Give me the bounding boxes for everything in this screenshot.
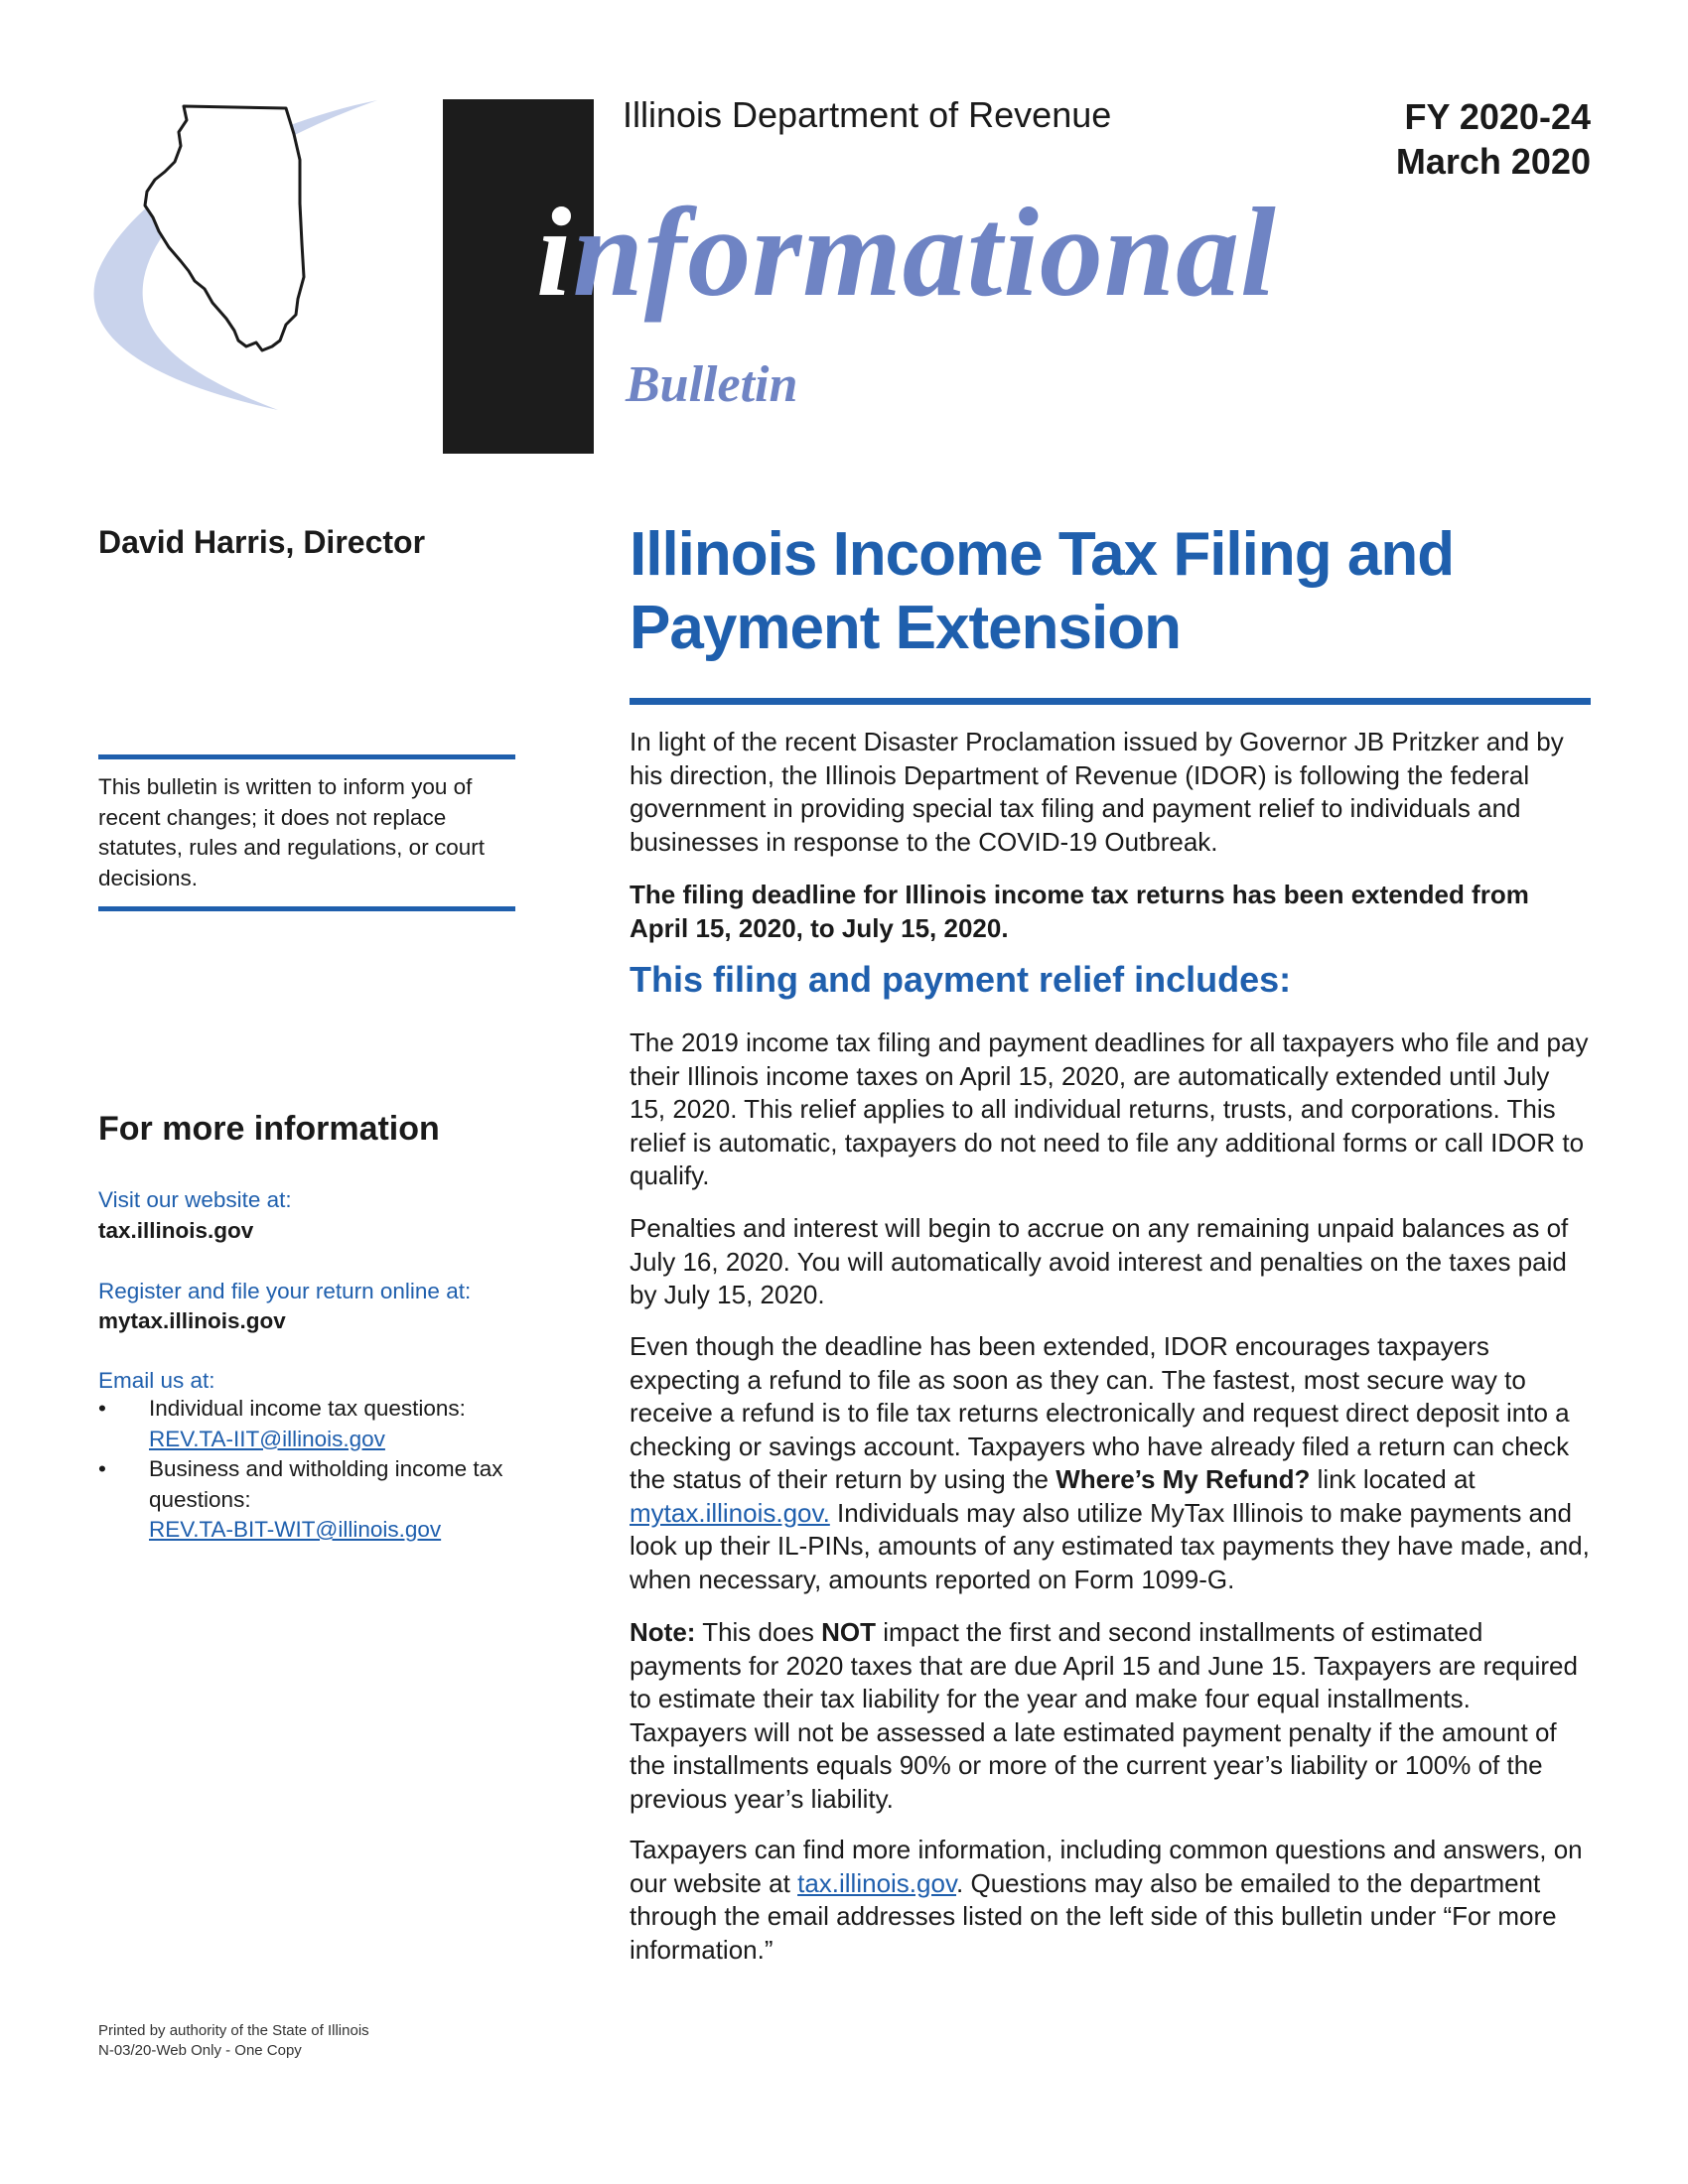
more-info-text-a: Taxpayers can find more information, including common questions and answers, on our website at	[630, 1835, 1583, 1898]
page-title: Illinois Income Tax Filing and Payment Extension	[630, 520, 1455, 662]
sidebar-rule-bottom	[98, 906, 515, 911]
paragraph-more-info	[630, 1834, 1591, 1967]
director-name: David Harris, Director	[98, 524, 426, 560]
bullet: •	[98, 1396, 106, 1421]
email-list	[98, 1394, 525, 1546]
mytax-link[interactable]: mytax.illinois.gov.	[630, 1497, 830, 1528]
more-info-heading: For more information	[98, 1110, 440, 1148]
bulletin-wordmark: Bulletin	[626, 356, 798, 413]
paragraph-penalties	[630, 1212, 1591, 1312]
paragraph-text	[630, 1834, 1591, 1967]
title-rule	[630, 698, 1591, 705]
informational-wordmark	[536, 182, 1277, 323]
fiscal-year-number: FY 2020-24	[1404, 96, 1591, 137]
tax-illinois-link[interactable]: tax.illinois.gov	[797, 1867, 957, 1898]
intro-text: In light of the recent Disaster Proclamation issued by Governor JB Pritzker and by his direction, the Illinois Department of Revenue (IDOR) is following the federal government in providing special tax filing and payment relief to individuals and businesses in response to the COVID-19 Outbreak.	[630, 727, 1564, 857]
issue-info	[1396, 94, 1591, 184]
paragraph-refunds	[630, 1330, 1591, 1596]
intro-paragraph	[630, 726, 1591, 859]
deadline-text: The filing deadline for Illinois income tax returns has been extended from April 15, 2020, to July 15, 2020.	[630, 880, 1529, 943]
sidebar-rule-top	[98, 754, 515, 759]
print-footer	[98, 2021, 369, 2061]
deadline-paragraph	[630, 879, 1591, 945]
paragraph-automatic-extension	[630, 1026, 1591, 1193]
refund-text-a: Even though the deadline has been extended, IDOR encourages taxpayers expecting a refund to file as soon as they can. The fastest, most secure way to receive a refund is to file tax returns electronically and request direct deposit into a checking or savings account. Taxpayers who have already filed a return can check the status of their return by using the	[630, 1331, 1570, 1494]
register-value[interactable]: mytax.illinois.gov	[98, 1308, 286, 1333]
footer-code: N-03/20-Web Only - One Copy	[98, 2042, 302, 2059]
refund-text-b: link located at	[1310, 1464, 1476, 1494]
wheres-my-refund-label: Where’s My Refund?	[1055, 1464, 1311, 1494]
paragraph-text: The 2019 income tax filing and payment deadlines for all taxpayers who file and pay their Illinois income taxes on April 15, 2020, are automatically extended until July 15, 2020. This relief applies to all individual returns, trusts, and corporations. This relief is automatic, taxpayers do not need to file any additional forms or call IDOR to qualify.	[630, 1027, 1589, 1190]
note-text-b: impact the first and second installments of estimated payments for 2020 taxes that are due April 15 and June 15. Taxpayers are required to estimate their tax liability for the year and make four equal installments. Taxpayers will not be assessed a late estimated payment penalty if the amount of the installments equals 90% or more of the current year’s liability or 100% of the previous year’s liability.	[630, 1617, 1578, 1814]
email-link-individual[interactable]: REV.TA-IIT@illinois.gov	[149, 1426, 385, 1451]
relief-subheading: This filing and payment relief includes:	[630, 959, 1292, 1000]
note-not-emphasis: NOT	[821, 1617, 877, 1647]
department-name: Illinois Department of Revenue	[623, 94, 1112, 135]
more-info-text-b: . Questions may also be emailed to the department through the email addresses listed on the left side of this bulletin under “For more information.”	[630, 1867, 1557, 1965]
note-text-a: This does	[695, 1617, 822, 1647]
register-label: Register and file your return online at:	[98, 1279, 472, 1303]
email-description: Business and witholding income tax questions:	[149, 1456, 503, 1512]
illinois-outline	[145, 106, 304, 350]
paragraph-text: Penalties and interest will begin to accrue on any remaining unpaid balances as of July 16, 2020. You will automatically avoid interest and penalties on the taxes paid by July 15, 2020.	[630, 1213, 1569, 1309]
wordmark-first-letter: i	[536, 182, 573, 323]
refund-text-c: Individuals may also utilize MyTax Illinois to make payments and look up their IL-PINs, amounts of any estimated tax payments they have made, and, when necessary, amounts reported on Form 1099-G.	[630, 1497, 1590, 1594]
email-link-business[interactable]: REV.TA-BIT-WIT@illinois.gov	[149, 1517, 442, 1542]
wordmark-rest: nformational	[572, 182, 1277, 323]
disclaimer-text: This bulletin is written to inform you of recent changes; it does not replace statutes, rules and regulations, or court decisions.	[98, 774, 485, 890]
paragraph-note	[630, 1616, 1591, 1816]
list-item	[98, 1454, 525, 1546]
paragraph-text	[630, 1616, 1591, 1816]
note-label: Note:	[630, 1617, 696, 1647]
footer-authority: Printed by authority of the State of Illinois	[98, 2022, 369, 2039]
website-value[interactable]: tax.illinois.gov	[98, 1218, 254, 1243]
issue-date: March 2020	[1395, 141, 1591, 182]
bullet: •	[98, 1456, 106, 1481]
list-item	[98, 1394, 525, 1454]
paragraph-text	[630, 1330, 1591, 1596]
email-label: Email us at:	[98, 1368, 215, 1393]
website-label: Visit our website at:	[98, 1187, 292, 1212]
illinois-state-logo	[89, 94, 407, 422]
email-description: Individual income tax questions:	[149, 1396, 466, 1421]
